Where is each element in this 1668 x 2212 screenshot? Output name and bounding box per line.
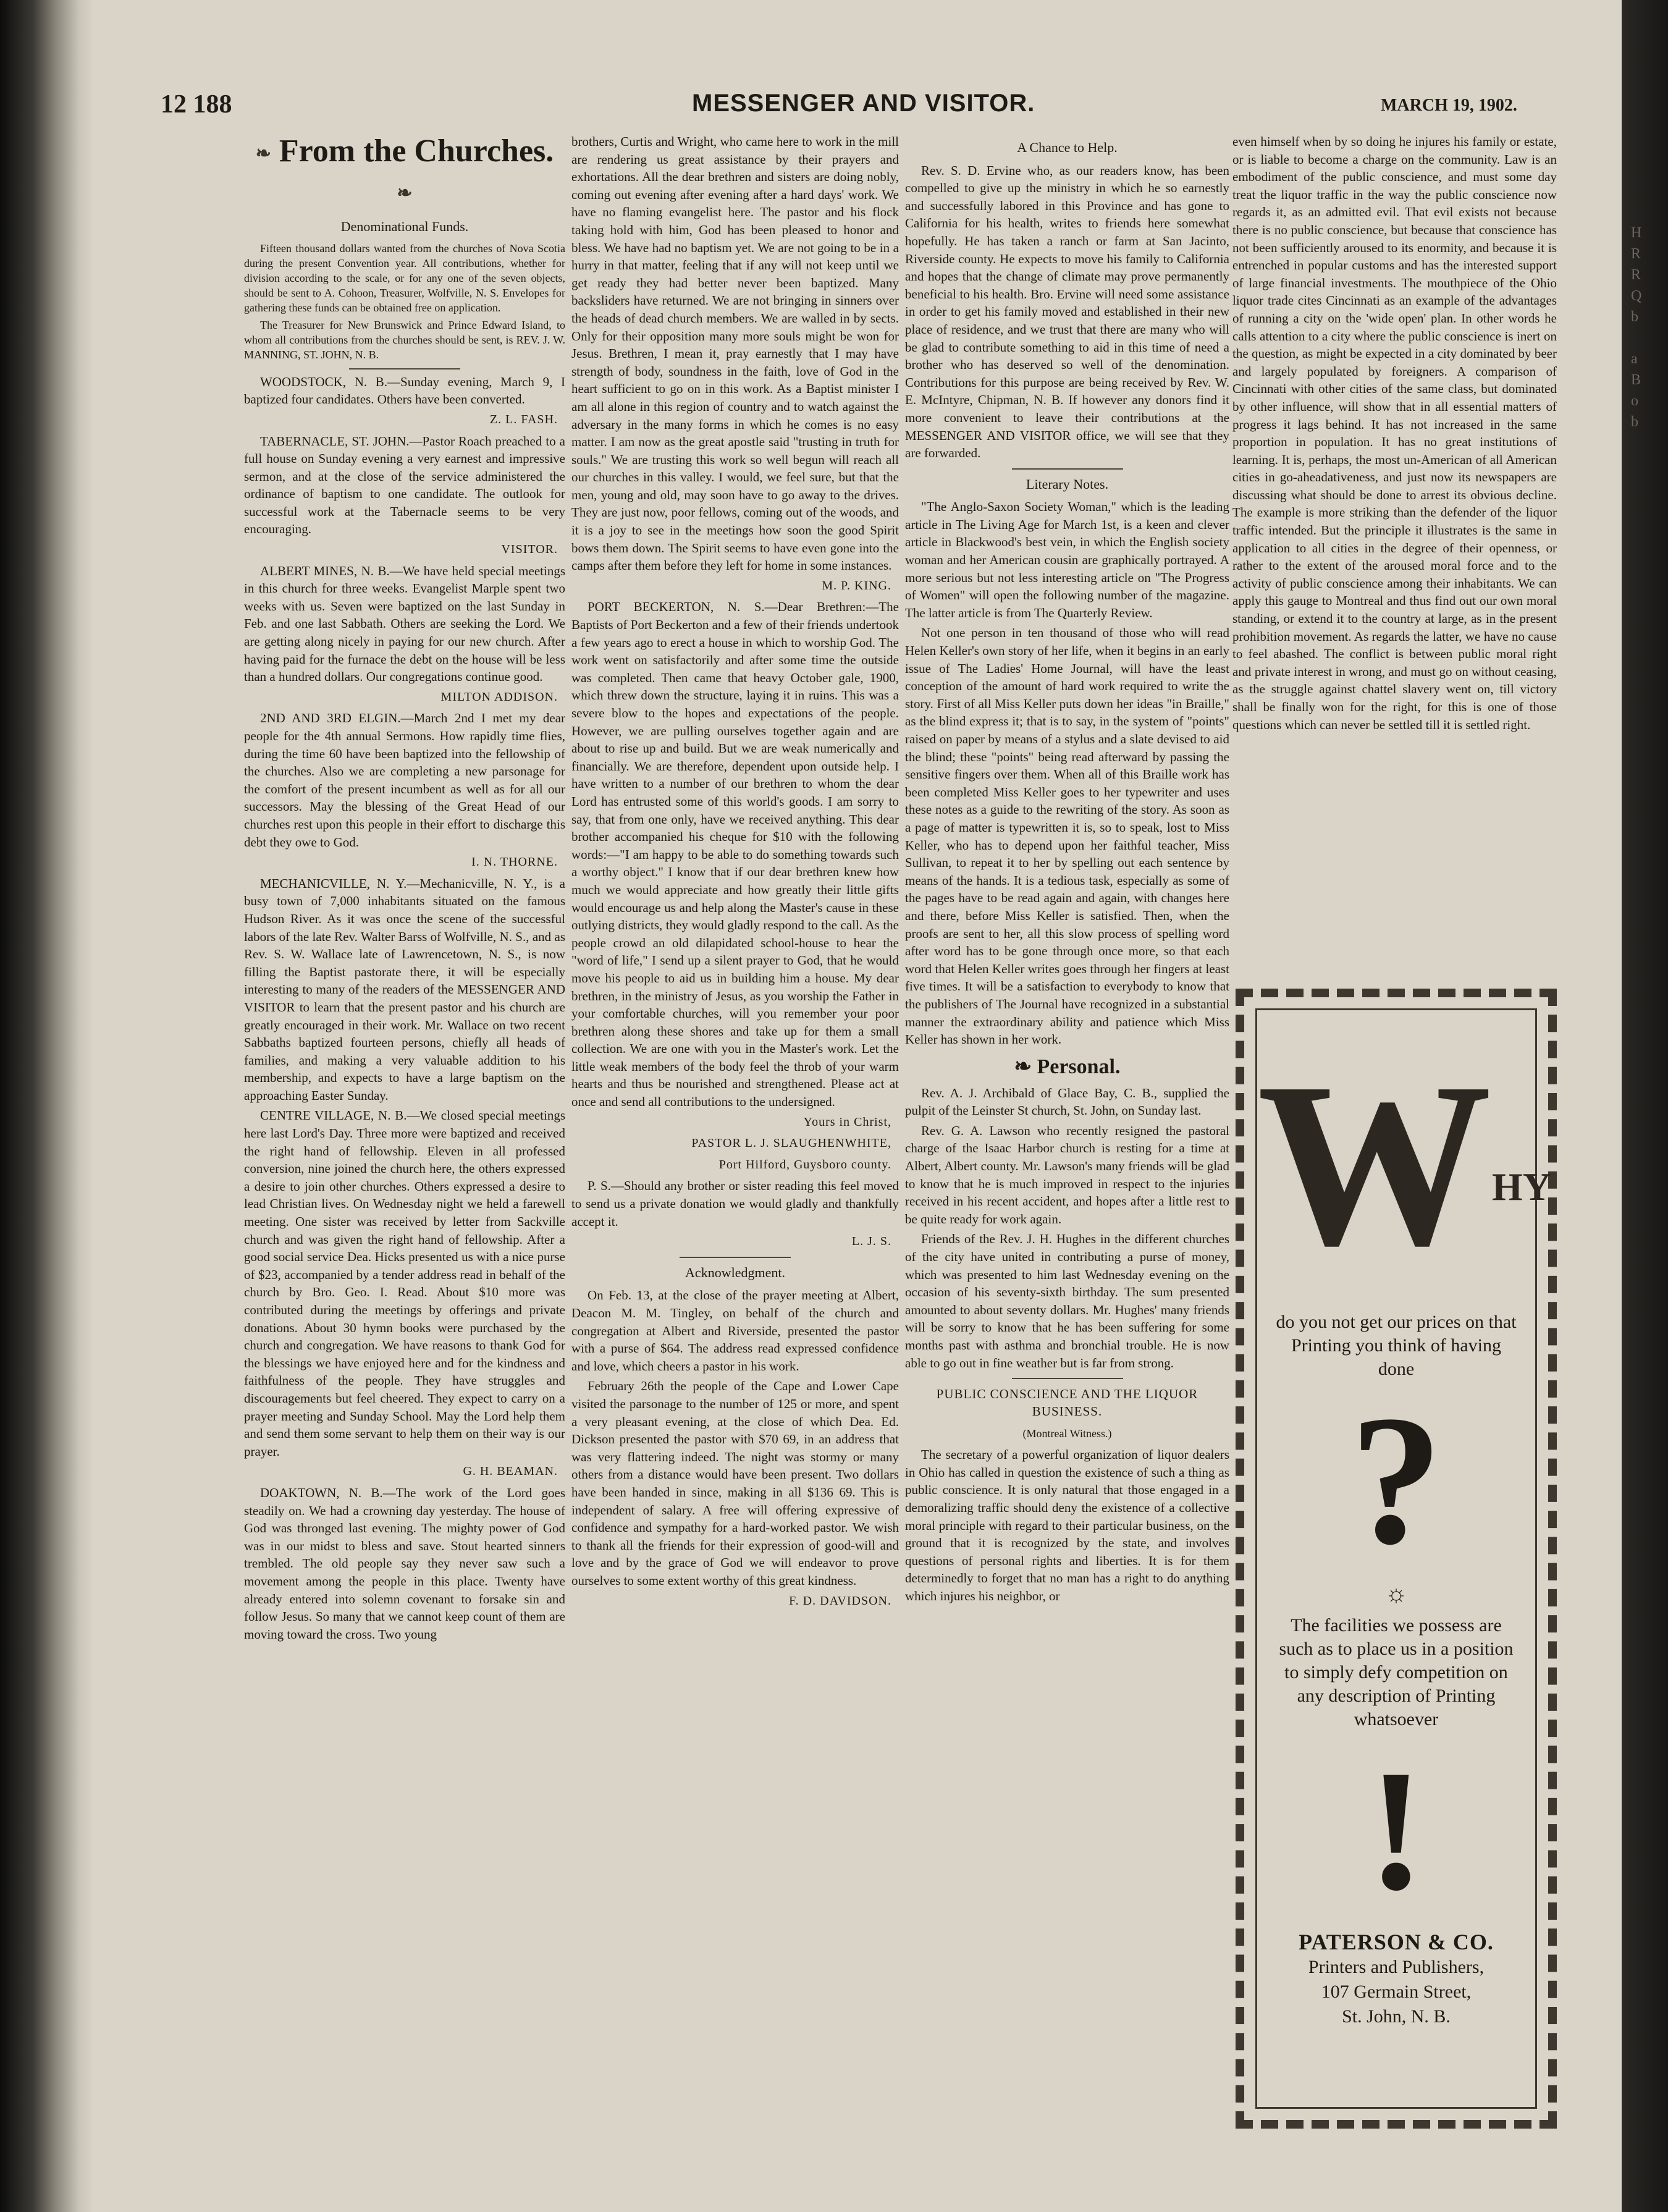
item-doaktown: DOAKTOWN, N. B.—The work of the Lord goes steadily on. We had a crowning day yesterday. The house of God was thronged last evening. The mighty power of God was in our midst to bless and save. Stout hearted sinners trembled. The old people say they never saw such a movement among the people in this place. Twenty have already entered into solemn covenant to forsake sin and follow Jesus. So many that we cannot keep count of them are moving toward the cross. Two young — [244, 1485, 565, 1642]
ad-facilities-text: The facilities we possess are such as to place us in a position to simply defy competition on any description of Printing whatsoever — [1279, 1615, 1514, 1729]
adjacent-page-fragment: H R R Q b a B o b — [1631, 225, 1642, 430]
item-tabernacle: TABERNACLE, ST. JOHN.—Pastor Roach preached to a full house on Sunday evening a very earnest and impressive sermon, and at the close of the service administered the ordinance of baptism to one candidate. The outlook for successful work at the Tabernacle seems to be very encouraging. — [244, 433, 565, 537]
signature: G. H. BEAMAN. — [463, 1464, 558, 1479]
signature: F. D. DAVIDSON. — [789, 1594, 891, 1608]
leaf-ornament-icon: ❧ — [397, 183, 413, 204]
signature: VISITOR. — [501, 542, 558, 557]
ad-decorated-initial: WHY — [1257, 1034, 1551, 1294]
signature: I. N. THORNE. — [471, 855, 558, 869]
ad-city: St. John, N. B. — [1342, 2006, 1451, 2027]
help-article: Rev. S. D. Ervine who, as our readers know, has been compelled to give up the ministry in which he so earnestly and successfully labored in this Province and has gone to California for his health, writes to friends here somewhat hopefully. He has taken a ranch or farm at San Jacinto, Riverside county. He expects to move his family to California and hopes that the change of climate may prove permanently beneficial to his health. Bro. Ervine will need some assistance in order to get his family moved and established in their new place of residence, and we trust that there are many who will be glad to contribute something to aid in this time of need a brother who has deserved so well of the denomination. Contributions for this purpose are being received by Rev. W. E. McIntyre, Chipman, N. B. If however any donors find it more convenient to leave their contributions at the MESSENGER AND VISITOR office, we will see that they are forwarded. — [905, 163, 1229, 461]
article-body: The secretary of a powerful organization of liquor dealers in Ohio has called in question the existence of such a thing as public conscience. It is only natural that those engaged in a demoralizing traffic should deny the existence of a collective moral principle with regard to their particular business, on the ground that it is recognized by the state, and involves questions of personal rights and liberties. It is for them determinedly to forget that no man has a right to do anything which injures his neighbor, or — [905, 1447, 1229, 1603]
funds-notice: Fifteen thousand dollars wanted from the churches of Nova Scotia during the present Convention year. All contributions, whether for division according to the scale, or for any one of the seven objects, should be sent to A. Cohoon, Treasurer, Wolfville, N. S. Envelopes for gathering these funds can be obtained free on application. — [244, 242, 565, 314]
exclamation-mark-icon: ! — [1367, 1734, 1425, 1926]
help-heading: A Chance to Help. — [1017, 140, 1118, 155]
postscript: P. S.—Should any brother or sister reading this feel moved to send us a private donation we would gladly and thankfully accept it. — [571, 1178, 899, 1229]
literary-note-1: "The Anglo-Saxon Society Woman," which is the leading article in The Living Age for March 1st, is a keen and clever article in Blackwood's best vein, in which the English society woman and her American cousin are graphically portrayed. A more serious but not less interesting article on "The Progress of Women" will open the following number of the magazine. The latter article is from The Quarterly Review. — [905, 499, 1229, 620]
signature: L. J. S. — [851, 1235, 891, 1249]
doaktown-continued: brothers, Curtis and Wright, who came here to work in the mill are rendering us great assistance by their prayers and exhortations. All the dear brethren and sisters are doing nobly, coming out evening after evening after a hard days' work. We have no flaming evangelist here. The pastor and his flock taking hold with him, God has been pleased to honor and bless. We have had no baptism yet. We are not going to be in a hurry in that matter, feeling that if any will not keep until we get ready they had better never been baptized. Many backsliders have returned. We are not bringing in sinners over the heads of dead church members. We are walled in by sects. Only for their opposition many more souls might be won for Jesus. Brethren, I mean it, pray earnestly that I may have strength of body, soundness in the faith, love of God in the heart sufficient to go on in this work. As a Baptist minister I am all alone in this region of country and to watch against the adversary in the many forms in which he comes is no easy matter. I am now as the great apostle said "trusting in truth for souls." We are trusting this work so well begun will reach all our churches in this valley. I would, we feel sure, but that the men, young and old, may soon have to go away to the drives. They are just now, poor fellows, coming out of the woods, and it is a joy to see in the meetings how soon the good Spirit bows them down. The Spirit seems to have even gone into the camps after them before they left for home in some instances. — [571, 134, 899, 573]
ad-firm-description: Printers and Publishers, — [1308, 1957, 1485, 1977]
column-3 — [905, 133, 1229, 1608]
divider — [349, 368, 460, 369]
paper-name: MESSENGER AND VISITOR. — [692, 90, 1035, 117]
item-centre-village: CENTRE VILLAGE, N. B.—We closed special meetings here last Lord's Day. Three more were baptized and received the right hand of fellowship. Eleven in all professed conversion, nine joined the church here, the others expressed a desire to join other churches. Others expressed a desire to lead Christian lives. On Wednesday night we held a farewell meeting. One sister was received by letter from Sackville church and was given the right hand of fellowship. After a good social service Dea. Hicks presented us with a nice purse of $23, accompanied by a tender address read in behalf of the church by Bro. Geo. I. Read. About $10 more was contributed during the meetings by offerings and private donations. About 30 hymn books were purchased by the church and congregation. We have reasons to thank God for the blessings we have enjoyed here and for the kindness and faithfulness of the people. They have struggles and discouragements but feel cheered. They expect to carry on a prayer meeting and Sunday School. May the Lord help them and send them some servant to help them on their way is our prayer. — [244, 1108, 565, 1459]
personal-heading: ❧ Personal. — [1014, 1055, 1121, 1078]
item-mechanicville: MECHANICVILLE, N. Y.—Mechanicville, N. Y., is a busy town of 7,000 inhabitants situated on the famous Hudson River. As it was once the scene of the successful labors of the late Rev. Walter Barss of Wolfville, N. S., and as Rev. S. W. Wallace late of Lawrencetown, N. S., is now filling the Baptist pastorate there, it will be especially interesting to many of the readers of the MESSENGER AND VISITOR to learn that the present pastor and his church are greatly encouraged in their work. Mr. Wallace on two recent Sabbaths baptized fourteen persons, chiefly all heads of families, and making a very valuable addition to his membership, and expects to have a large baptism on the approaching Easter Sunday. — [244, 876, 565, 1103]
item-woodstock: WOODSTOCK, N. B.—Sunday evening, March 9, I baptized four candidates. Others have been converted. — [244, 374, 565, 407]
signature: PASTOR L. J. SLAUGHENWHITE, — [691, 1136, 891, 1150]
signature: Z. L. FASH. — [489, 412, 558, 426]
printer-advertisement — [1236, 989, 1557, 2129]
personal-2: Rev. G. A. Lawson who recently resigned the pastoral charge of the Isaac Harbor church is resting for a time at Albert, Albert county. Mr. Lawson's many friends will be glad to know that he is much improved in respect to the injuries received in his recent accident, and hopes after a little rest to be quite ready for work again. — [905, 1123, 1229, 1226]
acknowledgment-1: On Feb. 13, at the close of the prayer meeting at Albert, Deacon M. M. Tingley, on behalf of the church and congregation at Albert and Riverside, presented the pastor with a purse of $64. The address read expressed confidence and love, which cheers a pastor in his work. — [571, 1288, 899, 1374]
ad-address: 107 Germain Street, — [1321, 1982, 1472, 2002]
signature: MILTON ADDISON. — [440, 690, 558, 704]
ad-firm-name: PATERSON & CO. — [1299, 1930, 1494, 1954]
section-title: ❧ From the Churches. ❧ — [255, 133, 554, 204]
leaf-ornament-icon: ❧ — [255, 143, 271, 164]
column-4 — [1232, 133, 1557, 736]
column-1 — [244, 133, 565, 1645]
question-mark-icon: ? — [1350, 1377, 1443, 1582]
leaf-ornament-icon: ❧ — [1014, 1055, 1032, 1078]
item-elgin: 2ND AND 3RD ELGIN.—March 2nd I met my dear people for the 4th annual Sermons. How rapidly time flies, during the time 60 have been baptized into the fellowship of the churches. Also we are completing a new parsonage for the comfort of the present incumbent as well as for all our successors. May the blessing of the Great Head of our churches rest upon this people in their effort to discharge this debt they owe to God. — [244, 711, 565, 850]
closing: Yours in Christ, — [803, 1115, 891, 1129]
literary-heading: Literary Notes. — [1026, 476, 1109, 492]
ad-question-text: do you not get our prices on that Printing you think of having done — [1276, 1312, 1517, 1379]
sun-ornament-icon: ☼ — [1384, 1579, 1408, 1607]
divider — [1012, 468, 1123, 470]
funds-heading: Denominational Funds. — [340, 219, 469, 235]
signature-place: Port Hilford, Guysboro county. — [718, 1157, 891, 1171]
article-source: (Montreal Witness.) — [1022, 1427, 1112, 1440]
divider — [680, 1257, 791, 1258]
column-2 — [571, 133, 899, 1613]
ad-inner-border — [1255, 1008, 1551, 2109]
page-number: 12 188 — [161, 90, 232, 119]
funds-notice-nb: The Treasurer for New Brunswick and Prince Edward Island, to whom all contributions from the churches should be sent, is REV. J. W. MANNING, ST. JOHN, N. B. — [244, 318, 565, 361]
literary-note-2: Not one person in ten thousand of those who will read Helen Keller's own story of her life, when it begins in an early issue of The Ladies' Home Journal, will have the least conception of the amount of hard work required to write the story. First of all Miss Keller puts down her ideas "in Braille," as the blind express it; that is to say, in the system of "points" raised on paper by means of a stylus and a slate devised to aid the blind; these "points" being read afterward by passing the sensitive fingers over them. When all of this Braille work has been completed Miss Keller goes to her typewriter and uses these notes as a guide to the rewriting of the story. As soon as a page of matter is typewritten it is, so to speak, lost to Miss Keller, who has to depend upon her faithful teacher, Miss Sullivan, to repeat it to her by spelling out each sentence by means of the hands. It is a tedious task, especially as some of the pages have to be read again and again, with changes here and there, before Miss Keller is satisfied. Then, when the proofs are sent to her, all this slow process of spelling word after word has to be gone through once more, so that each word that Helen Keller writes goes through her fingers at least five times. It will be a satisfaction to everybody to know that the publishers of The Journal have recognized in a substantial manner the extraordinary ability and patience which Miss Keller has shown in her work. — [905, 625, 1229, 1047]
personal-1: Rev. A. J. Archibald of Glace Bay, C. B., supplied the pulpit of the Leinster St church, St. John, on Sunday last. — [905, 1085, 1229, 1118]
acknowledgment-2: February 26th the people of the Cape and Lower Cape visited the parsonage to the number of 125 or more, and spent a very pleasant evening, at the close of which Dea. Ed. Dickson presented the pastor with $70 69, in an address that was very flattering indeed. The night was stormy or many others from a distance would have been present. Two dollars have been handed in since, making in all $136 69. This is independent of salary. A free will offering expressive of confidence and sympathy for a hard-worked pastor. We wish to thank all the friends for their expression of good-will and love and by the grace of God we will endeavor to prove ourselves to some extent worthy of this great kindness. — [571, 1378, 899, 1588]
issue-date: MARCH 19, 1902. — [1381, 96, 1517, 115]
book-edge-left — [0, 0, 93, 2212]
article-continued: even himself when by so doing he injures his family or estate, or is liable to become a charge on the community. Law is an embodiment of the public conscience, and must some day treat the liquor traffic in the way the public conscience now regards it, as an admitted evil. That evil exists not because there is no public conscience, but because that conscience has not been sufficiently aroused to its enormity, and because it is entrenched in popular customs and has the interested support of large financial investments. The mouthpiece of the Ohio liquor trade cites Cincinnati as an example of the advantages of running a city on the 'wide open' plan. In other words he calls attention to a city where the public conscience is inert on the question, as might be expected in a city dominated by beer and largely populated by foreigners. A comparison of Cincinnati with other cities of the same class, but dominated by other influence, will show that in all essential matters of progress it lags behind. It has not increased in the same proportion in population. It has no great institutions of learning. It is, perhaps, the most un-American of all American cities in go-aheadativeness, and just now its newspapers are discussing what should be done to arrest its obvious decline. The example is more striking than the defender of the liquor traffic intended. But the principle it illustrates is the same in application to all cities in the degree of their openness, or rather to the extent of the aroused moral force and to the activity of public conscience among their inhabitants. We can apply this gauge to Montreal and thus find out our own moral standing, or extend it to the country at large, as in the present prohibition movement. As regards the latter, we have no cause to feel abashed. The conflict is between public moral right and private interest in wrong, and must go on without ceasing, as the struggle against chattel slavery went on, till victory shall be finally won for the right, for this is one of those questions which can never be settled till it is settled right. — [1232, 134, 1557, 732]
item-albert-mines: ALBERT MINES, N. B.—We have held special meetings in this church for three weeks. Evangelist Marple spent two weeks with us. Seven were baptized on the last Sunday in Feb. and one last Sabbath. Others are seeking the Lord. We are getting along nicely in paying for our new church. After having paid for the furnace the debt on the house will be less than a hundred dollars. Our congregations continue good. — [244, 563, 565, 685]
item-port-beckerton: PORT BECKERTON, N. S.—Dear Brethren:—The Baptists of Port Beckerton and a few of their friends undertook a few years ago to erect a house in which to worship God. The work went on satisfactorily and after some time the outside was completed. Then came that heavy October gale, 1900, which threw down the structure, laying it in ruins. This was a severe blow to the hopes and expectations of the people. However, we are pulling ourselves together again and are about to rise up and build. But we are weak numerically and financially. We are therefore, dependent upon outside help. I have written to a number of our brethren to whom the dear Lord has entrusted some of this world's goods. I am sorry to say, that from one only, have we received anything. This dear brother accompanied his cheque for $10 with the following words:—"I am happy to be able to do something towards such a worthy object." I know that if our dear brethren knew how much we would appreciate and how greatly their little gifts would encourage us and help along the Master's cause in these outlying districts, they would gladly respond to the call. As the people crowd an old dilapidated school-house to hear the "word of life," I send up a silent prayer to God, that he would move his people to aid us in building him a house. My dear brethren, in the ministry of Jesus, as you worship the Father in your comfortable churches, will you remember your poor brethren along these shores and take up for them a small collection. We are one with you in the Master's work. Let the little weak members of the body feel the throb of your warm hearts and thus be nourished and strengthened. Please act at once and send all contributions to the undersigned. — [571, 599, 899, 1110]
divider — [1012, 1378, 1123, 1379]
signature: M. P. KING. — [822, 578, 891, 593]
article-heading: PUBLIC CONSCIENCE AND THE LIQUOR BUSINESS. — [936, 1387, 1198, 1419]
personal-3: Friends of the Rev. J. H. Hughes in the different churches of the city have united in contributing a purse of money, which was presented to him last Wednesday evening on the occasion of his seventy-sixth birthday. The sum presented amounted to about seventy dollars. Mr. Hughes' many friends will be sorry to know that he has been suffering for some months past with asthma and bronchial trouble. He is now able to go out in fine weather but is far from strong. — [905, 1231, 1229, 1370]
acknowledgment-heading: Acknowledgment. — [685, 1264, 785, 1280]
